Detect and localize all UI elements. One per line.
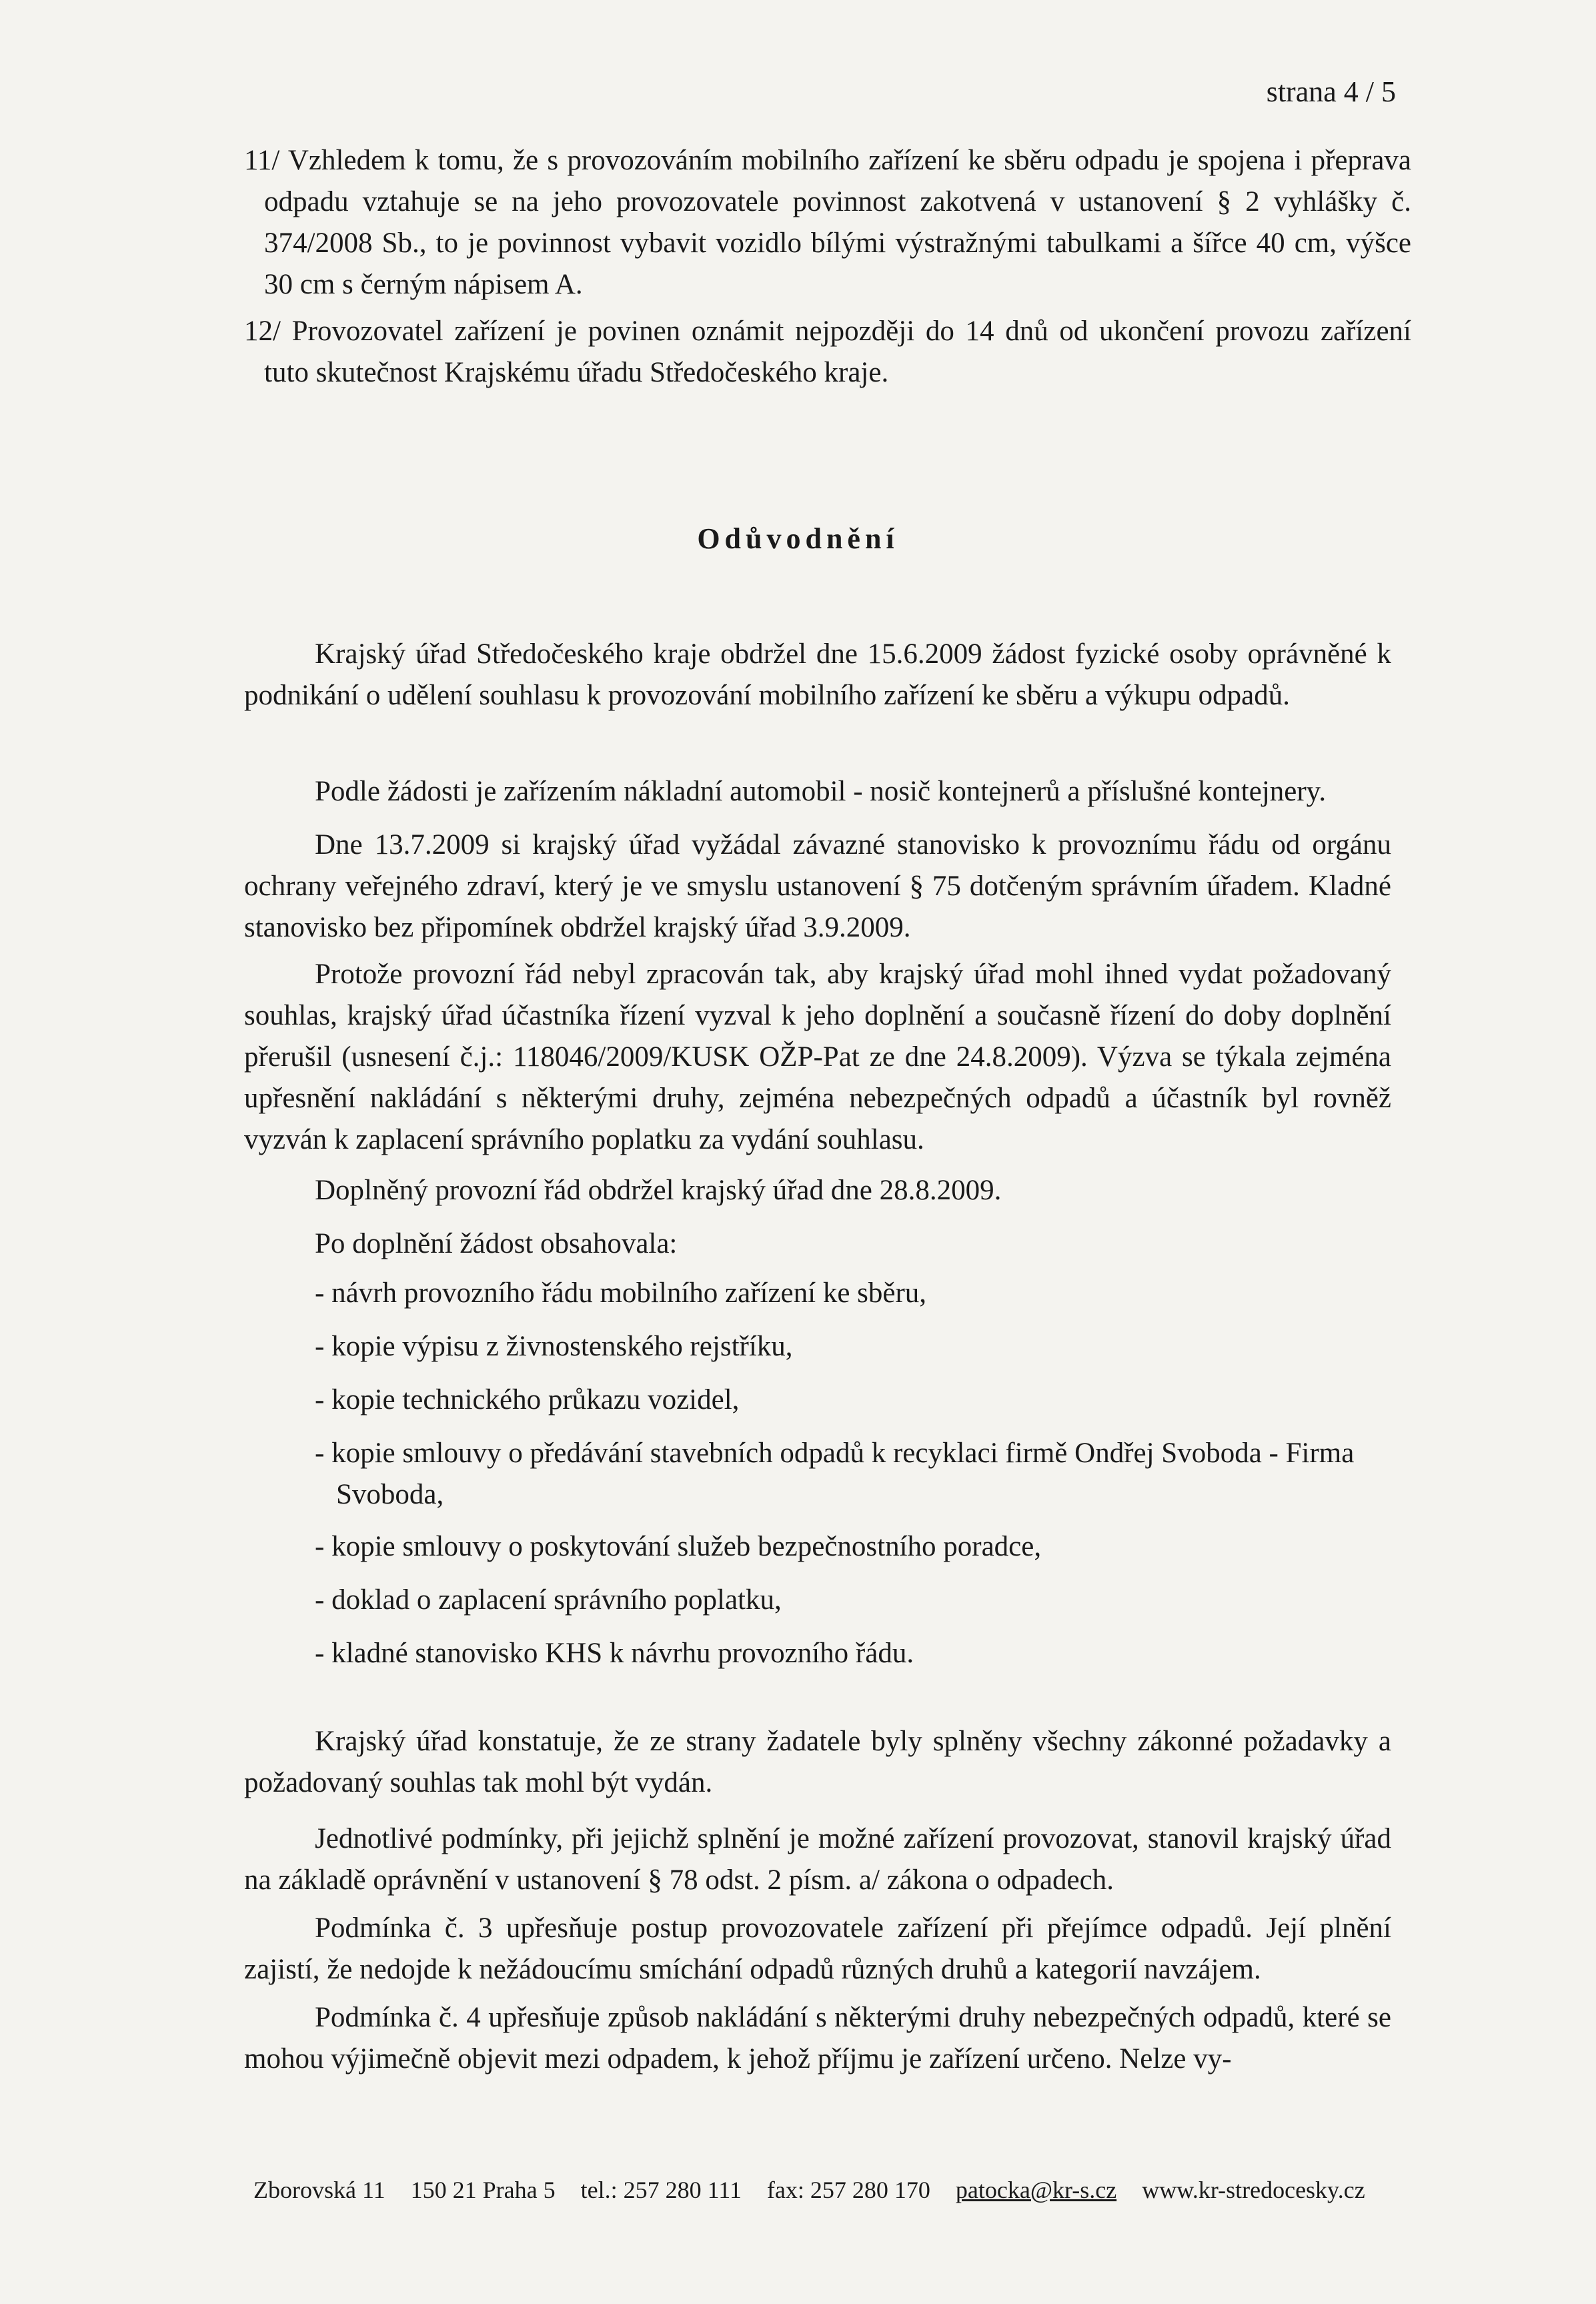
page-footer	[253, 2176, 1414, 2204]
paragraph-obsahovala: Po doplnění žádost obsahovala:	[315, 1228, 678, 1259]
paragraph-equipment: Podle žádosti je zařízením nákladní automobil - nosič kontejnerů a příslušné kontejnery.	[315, 776, 1327, 807]
list-item: - kopie smlouvy o poskytování služeb bezpečnostního poradce,	[315, 1531, 1042, 1562]
paragraph-podminka-4: Podmínka č. 4 upřesňuje způsob nakládání s některými druhy nebezpečných odpadů, které se mohou výjimečně objevit mezi odpadem, k jehož příjmu je zařízení určeno. Nelze vy-	[244, 2002, 1391, 2075]
footer-postal: 150 21 Praha 5	[410, 2177, 556, 2203]
condition-11: 11/ Vzhledem k tomu, že s provozováním mobilního zařízení ke sběru odpadu je spojena i přeprava odpadu vztahuje se na jeho provozovatele povinnost zakotvená v ustanovení § 2 vyhlášky č. 374/2008 Sb., to je povinnost vybavit vozidlo bílými výstražnými tabulkami a šířce 40 cm, výšce 30 cm s černým nápisem A.	[244, 145, 1411, 300]
footer-web[interactable]: www.kr-stredocesky.cz	[1142, 2177, 1365, 2203]
list-item: - kopie technického průkazu vozidel,	[315, 1384, 740, 1415]
footer-fax: fax: 257 280 170	[766, 2177, 930, 2203]
paragraph-podminka-3: Podmínka č. 3 upřesňuje postup provozovatele zařízení při přejímce odpadů. Její plnění zajistí, že nedojde k nežádoucímu smíchání odpadů různých druhů a kategorií navzájem.	[244, 1912, 1391, 1985]
condition-12: 12/ Provozovatel zařízení je povinen oznámit nejpozději do 14 dnů od ukončení provozu zařízení tuto skutečnost Krajskému úřadu Středočeského kraje.	[244, 316, 1411, 388]
list-item: - kopie výpisu z živnostenského rejstříku,	[315, 1331, 793, 1362]
paragraph-podminky: Jednotlivé podmínky, při jejichž splnění je možné zařízení provozovat, stanovil krajský úřad na základě oprávnění v ustanovení § 78 odst. 2 písm. a/ zákona o odpadech.	[244, 1823, 1391, 1896]
section-heading: Odůvodnění	[697, 522, 899, 555]
footer-tel: tel.: 257 280 111	[580, 2177, 742, 2203]
footer-email-link[interactable]: patocka@kr-s.cz	[955, 2177, 1117, 2203]
paragraph-request: Krajský úřad Středočeského kraje obdržel dne 15.6.2009 žádost fyzické osoby oprávněné k podnikání o udělení souhlasu k provozování mobilního zařízení ke sběru a výkupu odpadů.	[244, 638, 1391, 711]
list-item: - kladné stanovisko KHS k návrhu provozního řádu.	[315, 1638, 914, 1669]
paragraph-stanovisko: Dne 13.7.2009 si krajský úřad vyžádal závazné stanovisko k provoznímu řádu od orgánu ochrany veřejného zdraví, který je ve smyslu ustanovení § 75 dotčeným správním úřadem. Kladné stanovisko bez připomínek obdržel krajský úřad 3.9.2009.	[244, 829, 1391, 943]
paragraph-doplneny: Doplněný provozní řád obdržel krajský úřad dne 28.8.2009.	[315, 1175, 1002, 1206]
list-item: - kopie smlouvy o předávání stavebních odpadů k recyklaci firmě Ondřej Svoboda - Firma Svoboda,	[315, 1437, 1355, 1510]
page-number: strana 4 / 5	[1266, 75, 1396, 108]
list-item: - návrh provozního řádu mobilního zařízení ke sběru,	[315, 1277, 927, 1309]
paragraph-konstatuje: Krajský úřad konstatuje, že ze strany žadatele byly splněny všechny zákonné požadavky a požadovaný souhlas tak mohl být vydán.	[244, 1726, 1391, 1798]
list-item: - doklad o zaplacení správního poplatku,	[315, 1584, 782, 1616]
footer-address: Zborovská 11	[253, 2177, 385, 2203]
paragraph-provozni-rad: Protože provozní řád nebyl zpracován tak, aby krajský úřad mohl ihned vydat požadovaný souhlas, krajský úřad účastníka řízení vyzval k jeho doplnění a současně řízení do doby doplnění přerušil (usnesení č.j.: 118046/2009/KUSK OŽP-Pat ze dne 24.8.2009). Výzva se týkala zejména upřesnění nakládání s některými druhy, zejména nebezpečných odpadů a účastník byl rovněž vyzván k zaplacení správního poplatku za vydání souhlasu.	[244, 959, 1391, 1155]
